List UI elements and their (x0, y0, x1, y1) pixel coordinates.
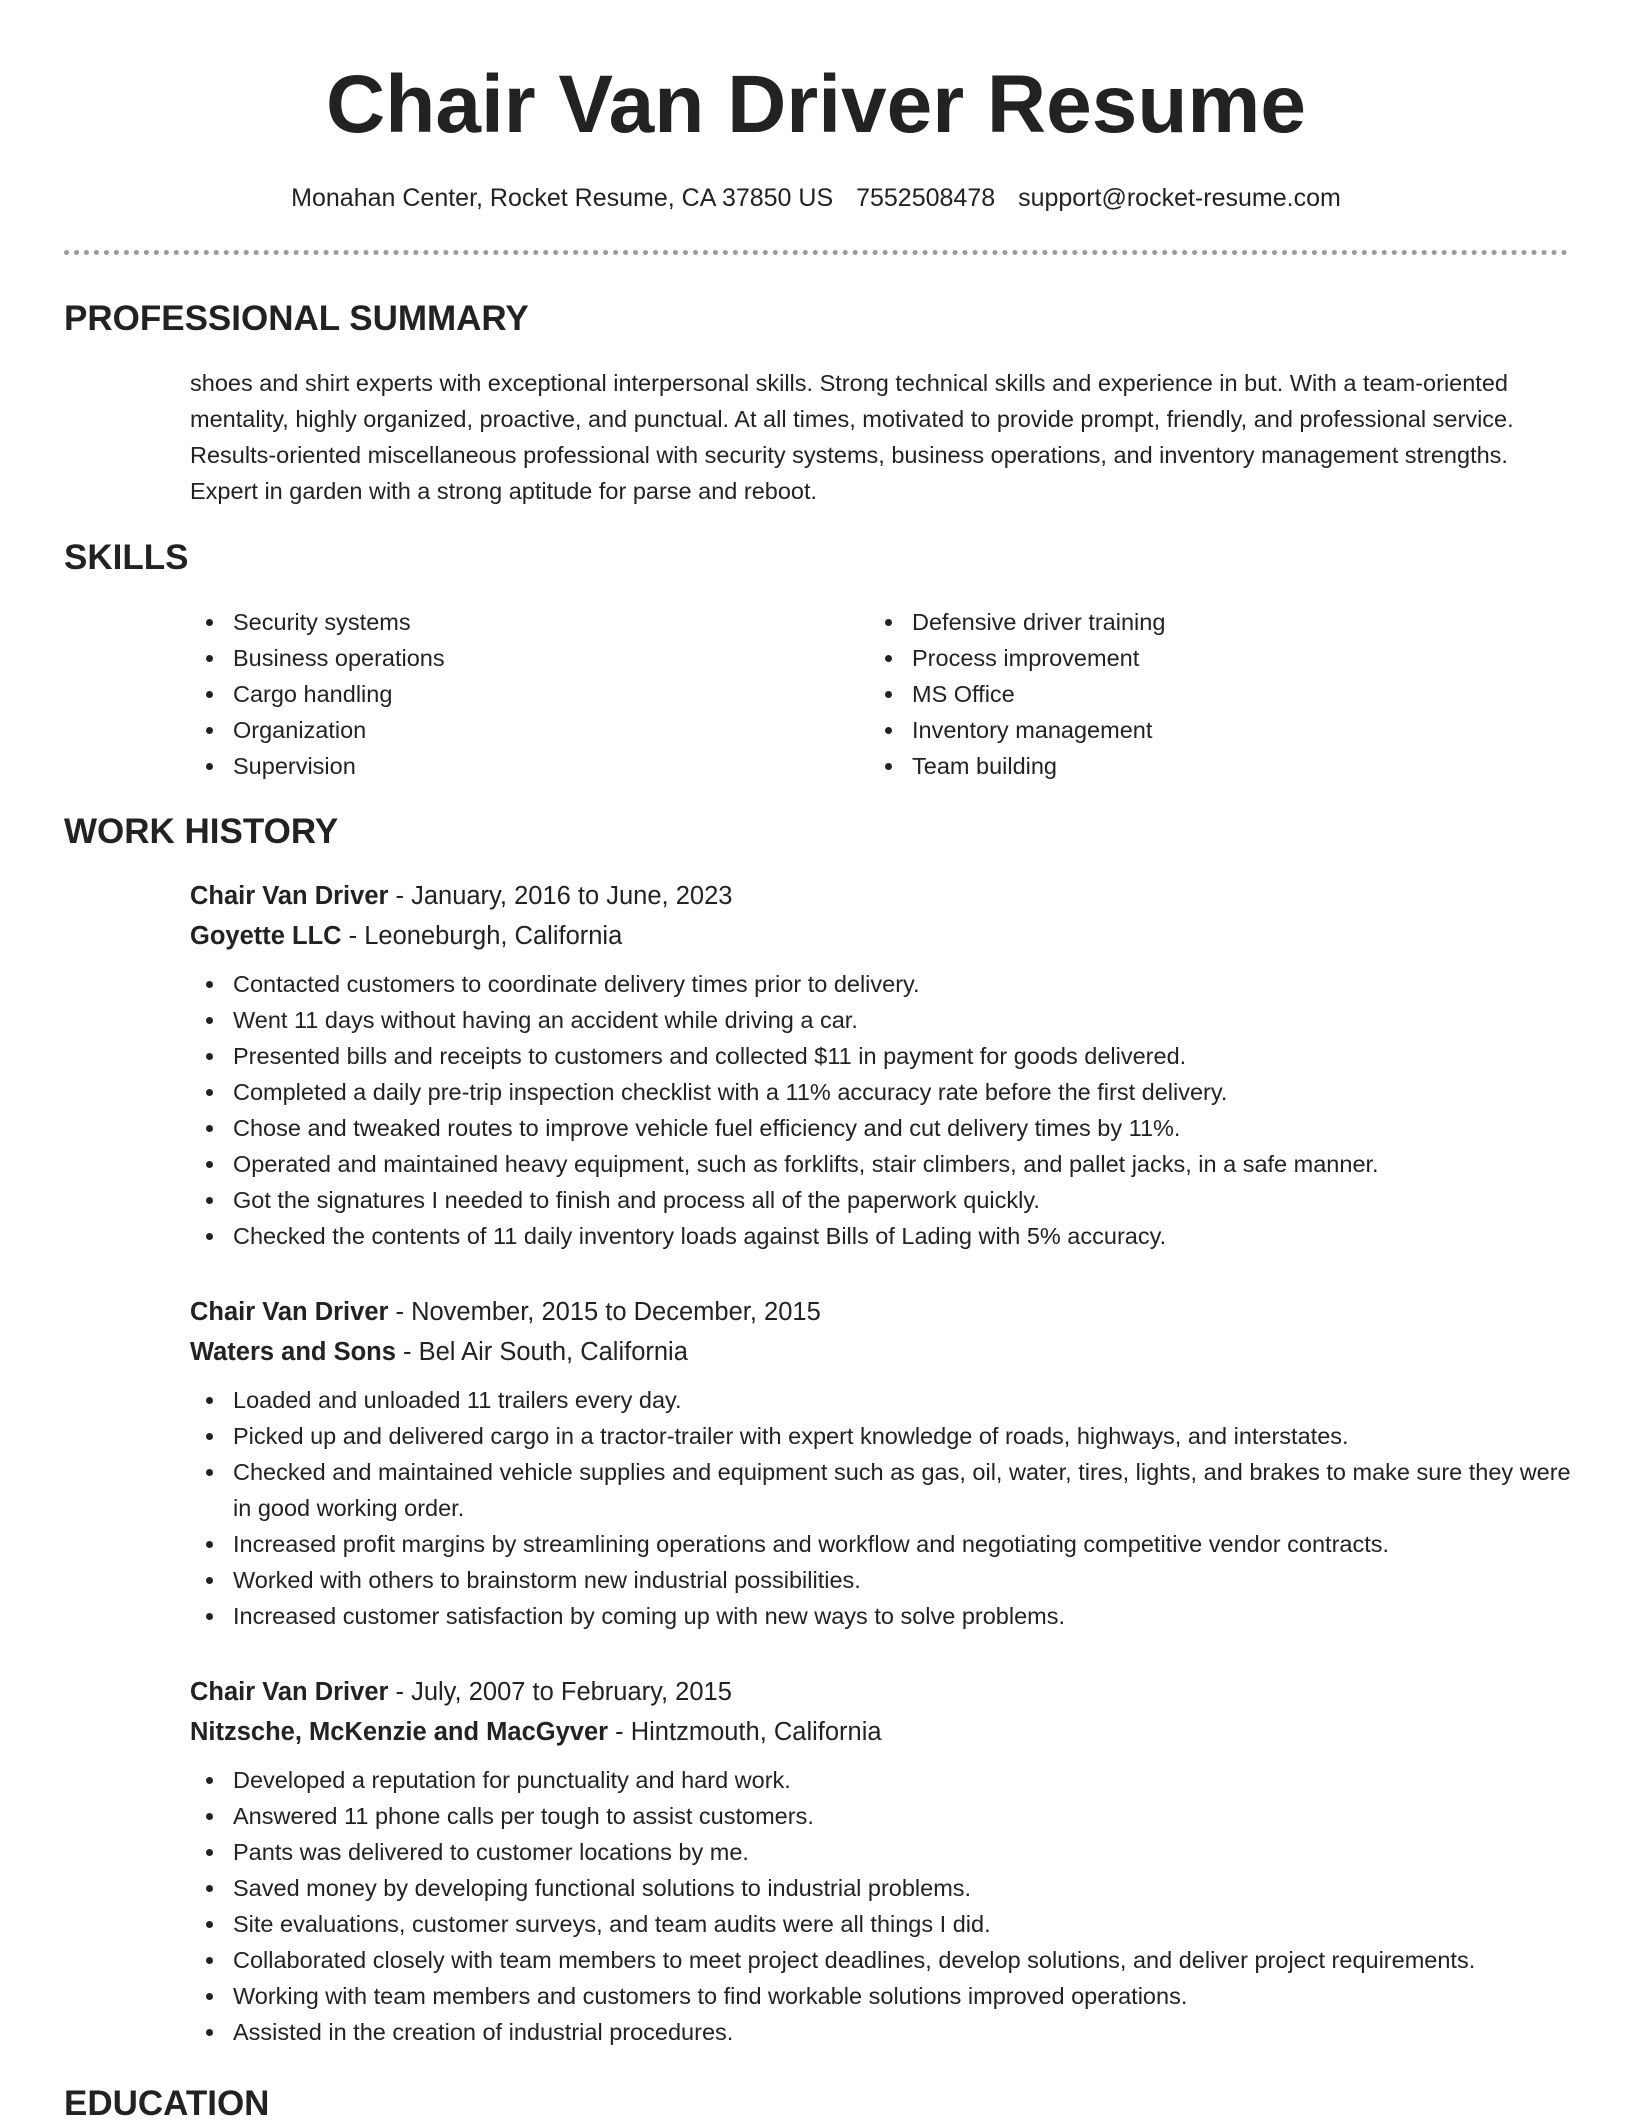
summary-heading: PROFESSIONAL SUMMARY (64, 299, 529, 338)
job-bullet: Site evaluations, customer surveys, and team audits were all things I did. (190, 1906, 1580, 1942)
skill-item: MS Office (869, 676, 1509, 712)
skills-column-left (190, 604, 830, 784)
job-location: - Hintzmouth, California (608, 1718, 882, 1746)
contact-phone: 7552508478 (856, 184, 996, 212)
job-title-line (190, 1672, 1580, 1712)
job-dates: - November, 2015 to December, 2015 (388, 1298, 821, 1326)
job-bullet: Contacted customers to coordinate delivery times prior to delivery. (190, 966, 1580, 1002)
job-company: Waters and Sons (190, 1338, 396, 1366)
work-history-heading: WORK HISTORY (64, 812, 339, 851)
skill-item: Organization (190, 712, 830, 748)
skills-column-right (869, 604, 1509, 784)
job-bullet: Operated and maintained heavy equipment, such as forklifts, stair climbers, and pallet jacks, in a safe manner. (190, 1146, 1580, 1182)
job-title: Chair Van Driver (190, 1298, 389, 1326)
job-title-line (190, 876, 1580, 916)
skills-list-left (190, 604, 830, 784)
skill-item: Team building (869, 748, 1509, 784)
job-bullet: Loaded and unloaded 11 trailers every day. (190, 1382, 1580, 1418)
job-bullet: Working with team members and customers to find workable solutions improved operations. (190, 1978, 1580, 2014)
job-bullet: Increased customer satisfaction by coming up with new ways to solve problems. (190, 1598, 1580, 1634)
skill-item: Business operations (190, 640, 830, 676)
job-location: - Leoneburgh, California (341, 922, 623, 950)
job-company-line (190, 1712, 1580, 1752)
contact-email: support@rocket-resume.com (1018, 184, 1341, 212)
job-bullet: Checked and maintained vehicle supplies and equipment such as gas, oil, water, tires, lights, and brakes to make sure they were in good working order. (190, 1454, 1580, 1526)
skills-heading: SKILLS (64, 538, 189, 577)
contact-address: Monahan Center, Rocket Resume, CA 37850 US (291, 184, 834, 212)
job-bullet: Chose and tweaked routes to improve vehicle fuel efficiency and cut delivery times by 11%. (190, 1110, 1580, 1146)
job-title: Chair Van Driver (190, 882, 389, 910)
job-title-line (190, 1292, 1580, 1332)
job-bullet: Worked with others to brainstorm new industrial possibilities. (190, 1562, 1580, 1598)
job-bullet: Got the signatures I needed to finish and process all of the paperwork quickly. (190, 1182, 1580, 1218)
job-bullet: Completed a daily pre-trip inspection checklist with a 11% accuracy rate before the first delivery. (190, 1074, 1580, 1110)
skills-list-right (869, 604, 1509, 784)
job-company-line (190, 916, 1580, 956)
job-title: Chair Van Driver (190, 1678, 389, 1706)
job-company: Nitzsche, McKenzie and MacGyver (190, 1718, 609, 1746)
skill-item: Supervision (190, 748, 830, 784)
job-bullet: Picked up and delivered cargo in a tractor-trailer with expert knowledge of roads, highways, and interstates. (190, 1418, 1580, 1454)
job-bullet: Collaborated closely with team members to meet project deadlines, develop solutions, and deliver project requirements. (190, 1942, 1580, 1978)
header-divider (64, 250, 1568, 255)
job-company-line (190, 1332, 1580, 1372)
job-entry (190, 1292, 1580, 1634)
job-bullet: Saved money by developing functional solutions to industrial problems. (190, 1870, 1580, 1906)
skill-item: Process improvement (869, 640, 1509, 676)
job-entry (190, 1672, 1580, 2050)
job-location: - Bel Air South, California (395, 1338, 688, 1366)
skill-item: Inventory management (869, 712, 1509, 748)
job-bullet: Assisted in the creation of industrial procedures. (190, 2014, 1580, 2050)
job-bullets (190, 1762, 1580, 2050)
job-company: Goyette LLC (190, 922, 342, 950)
job-bullet: Developed a reputation for punctuality and hard work. (190, 1762, 1580, 1798)
job-bullets (190, 1382, 1580, 1634)
job-dates: - July, 2007 to February, 2015 (388, 1678, 732, 1706)
contact-line (0, 180, 1632, 216)
job-bullet: Answered 11 phone calls per tough to assist customers. (190, 1798, 1580, 1834)
job-bullet: Presented bills and receipts to customers and collected $11 in payment for goods delivered. (190, 1038, 1580, 1074)
job-bullet: Increased profit margins by streamlining operations and workflow and negotiating competitive vendor contracts. (190, 1526, 1580, 1562)
skill-item: Defensive driver training (869, 604, 1509, 640)
job-entry (190, 876, 1580, 1254)
job-bullet: Pants was delivered to customer locations by me. (190, 1834, 1580, 1870)
job-bullets (190, 966, 1580, 1254)
skill-item: Security systems (190, 604, 830, 640)
summary-text: shoes and shirt experts with exceptional interpersonal skills. Strong technical skills and experience in but. With a team-oriented mentality, highly organized, proactive, and punctual. At all times, motivated to provide prompt, friendly, and professional service. Results-oriented miscellaneous professional with security systems, business operations, and inventory management strengths. Expert in garden with a strong aptitude for parse and reboot. (190, 370, 1514, 504)
resume-title: Chair Van Driver Resume (326, 59, 1306, 150)
education-heading: EDUCATION (64, 2084, 270, 2123)
job-dates: - January, 2016 to June, 2023 (388, 882, 733, 910)
job-bullet: Checked the contents of 11 daily inventory loads against Bills of Lading with 5% accuracy. (190, 1218, 1580, 1254)
skill-item: Cargo handling (190, 676, 830, 712)
job-bullet: Went 11 days without having an accident while driving a car. (190, 1002, 1580, 1038)
